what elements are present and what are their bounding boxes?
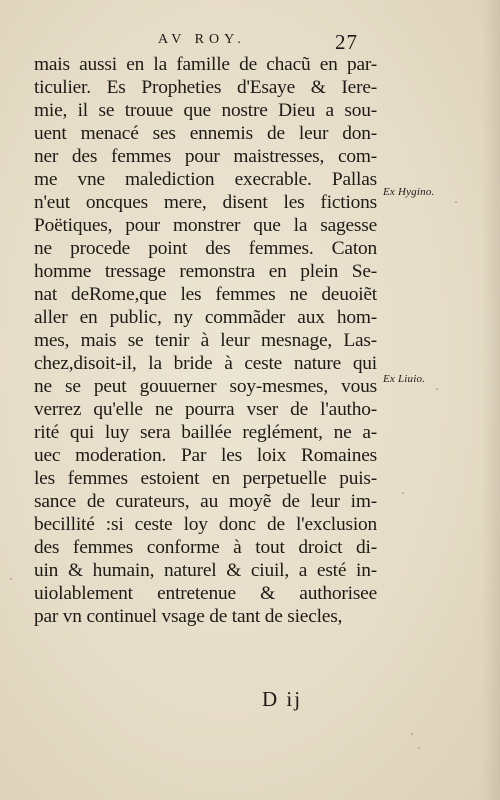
text-line: verrez qu'elle ne pourra vser de l'autho-: [34, 399, 377, 420]
text-line: ticulier. Es Propheties d'Esaye & Iere-: [34, 77, 377, 98]
text-line: sance de curateurs, au moyẽ de leur im-: [34, 491, 377, 512]
text-line: ner des femmes pour maistresses, com-: [34, 146, 377, 167]
text-line: uiolablement entretenue & authorisee: [34, 583, 377, 604]
text-line: nat deRome,que les femmes ne deuoiẽt: [34, 284, 377, 305]
text-line: mie, il se trouue que nostre Dieu a sou-: [34, 100, 377, 121]
text-line: becillité :si ceste loy donc de l'exclusion: [34, 514, 377, 535]
text-line: aller en public, ny commãder aux hom-: [34, 307, 377, 328]
text-line: mais aussi en la famille de chacũ en par-: [34, 54, 377, 75]
ink-speck: [418, 747, 420, 749]
text-line: des femmes conforme à tout droict di-: [34, 537, 377, 558]
margin-note-hyginus: Ex Hygino.: [383, 186, 435, 198]
text-line: Poëtiques, pour monstrer que la sagesse: [34, 215, 377, 236]
text-line: n'eut oncques mere, disent les fictions: [34, 192, 377, 213]
ink-speck: [411, 733, 413, 735]
text-line: homme tressage remonstra en plein Se-: [34, 261, 377, 282]
text-line: ne se peut gouuerner soy-mesmes, vous: [34, 376, 377, 397]
text-line: par vn continuel vsage de tant de siecles,: [34, 606, 343, 627]
text-line: me vne malediction execrable. Pallas: [34, 169, 377, 190]
margin-note-livy: Ex Liuio.: [383, 373, 426, 385]
ink-speck: [10, 578, 12, 580]
text-line: les femmes estoient en perpetuelle puis-: [34, 468, 377, 489]
ink-speck: [436, 388, 438, 390]
text-line: uec moderation. Par les loix Romaines: [34, 445, 377, 466]
page-edge-shadow: [482, 0, 500, 800]
text-line: mes, mais se tenir à leur mesnage, Las-: [34, 330, 377, 351]
page-header: [0, 32, 500, 52]
text-line: uent menacé ses ennemis de leur don-: [34, 123, 377, 144]
text-line: ne procede point des femmes. Caton: [34, 238, 377, 259]
page-number: 27: [335, 30, 358, 54]
ink-speck: [455, 201, 457, 203]
running-head: AV ROY.: [158, 32, 246, 47]
text-line: uin & humain, naturel & ciuil, a esté in-: [34, 560, 377, 581]
main-text-block: [34, 53, 377, 628]
text-line: rité qui luy sera baillée reglément, ne a-: [34, 422, 377, 443]
signature-mark: D ij: [262, 687, 303, 711]
ink-speck: [402, 492, 404, 494]
text-line: chez,disoit-il, la bride à ceste nature qui: [34, 353, 377, 374]
